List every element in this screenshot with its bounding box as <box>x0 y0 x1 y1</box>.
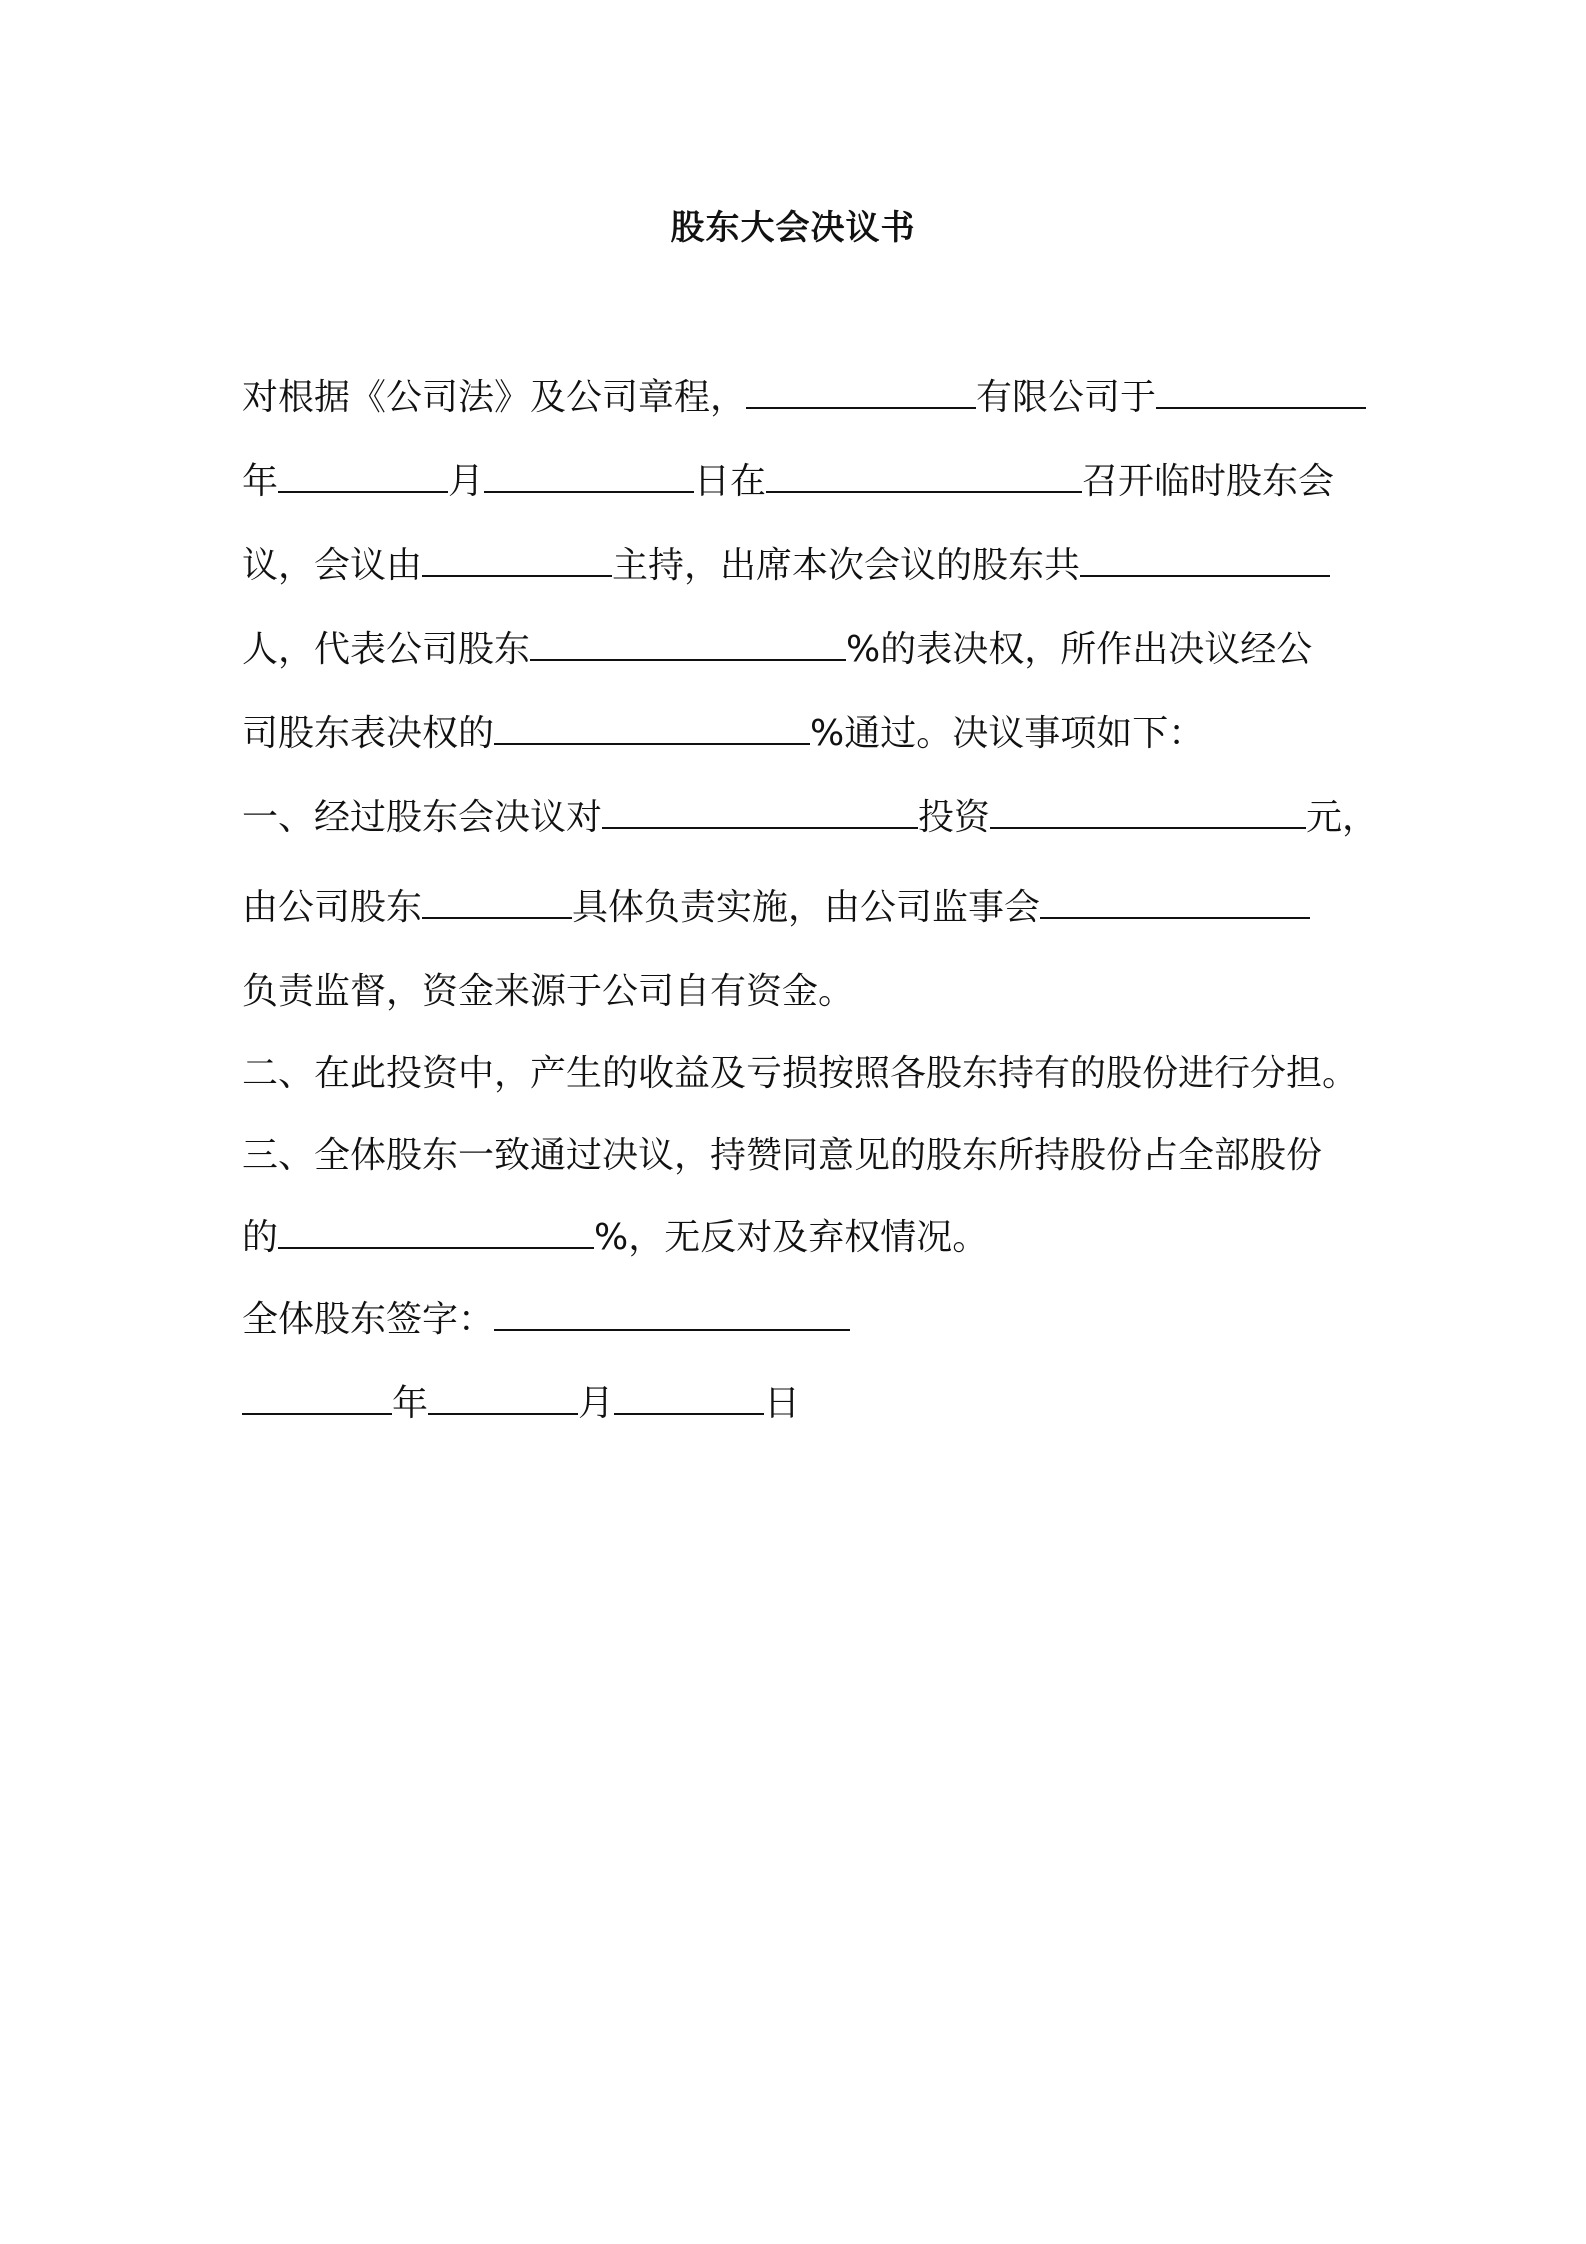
sign-day-blank[interactable] <box>614 1381 764 1415</box>
paragraph-line-8 <box>242 964 1362 1020</box>
paragraph-line-10 <box>242 1128 1362 1184</box>
sign-month-blank[interactable] <box>428 1381 578 1415</box>
paragraph-line-6 <box>242 790 1379 846</box>
text: 议，会议由 <box>242 545 423 586</box>
text: %的表决权，所作出决议经公 <box>846 629 1313 670</box>
text: 召开临时股东会 <box>1082 461 1335 502</box>
date-line <box>242 1376 1362 1432</box>
text: %通过。决议事项如下： <box>810 713 1205 754</box>
text: 月 <box>448 461 485 502</box>
paragraph-line-1 <box>242 370 1362 426</box>
shares-percent-blank[interactable] <box>278 1215 594 1249</box>
paragraph-line-11 <box>242 1210 1362 1266</box>
text: 投资 <box>918 797 991 838</box>
text: 负责监督，资金来源于公司自有资金。 <box>242 971 855 1012</box>
investment-amount-blank[interactable] <box>990 795 1306 829</box>
text: 月 <box>578 1383 615 1424</box>
paragraph-line-9 <box>242 1046 1362 1102</box>
company-name-blank[interactable] <box>746 375 976 409</box>
signature-label: 全体股东签字： <box>242 1299 495 1340</box>
shareholder-count-blank[interactable] <box>1080 543 1330 577</box>
signature-blank[interactable] <box>494 1297 850 1331</box>
paragraph-line-2 <box>242 454 1362 510</box>
text: 年 <box>242 461 279 502</box>
paragraph-line-3 <box>242 538 1362 594</box>
responsible-shareholder-blank[interactable] <box>422 885 572 919</box>
text: 一、经过股东会决议对 <box>242 797 603 838</box>
text: 日 <box>764 1383 801 1424</box>
year-blank[interactable] <box>1156 375 1366 409</box>
text: 主持，出席本次会议的股东共 <box>612 545 1081 586</box>
investment-target-blank[interactable] <box>602 795 918 829</box>
signature-line <box>242 1292 1362 1348</box>
voting-percent-blank[interactable] <box>530 627 846 661</box>
text: 人，代表公司股东 <box>242 629 531 670</box>
supervisor-blank[interactable] <box>1040 885 1310 919</box>
location-blank[interactable] <box>766 459 1082 493</box>
text: 年 <box>392 1383 429 1424</box>
paragraph-line-7 <box>242 880 1362 936</box>
host-blank[interactable] <box>422 543 612 577</box>
text: %，无反对及弃权情况。 <box>594 1217 989 1258</box>
text: 有限公司于 <box>976 377 1157 418</box>
day-blank[interactable] <box>484 459 694 493</box>
month-blank[interactable] <box>278 459 448 493</box>
text: 的 <box>242 1217 279 1258</box>
text: 元， <box>1306 797 1379 838</box>
text: 由公司股东 <box>242 887 423 928</box>
sign-year-blank[interactable] <box>242 1381 392 1415</box>
paragraph-line-5 <box>242 706 1362 762</box>
approval-percent-blank[interactable] <box>494 711 810 745</box>
text: 对根据《公司法》及公司章程， <box>242 377 747 418</box>
text: 具体负责实施，由公司监事会 <box>572 887 1041 928</box>
text: 三、全体股东一致通过决议，持赞同意见的股东所持股份占全部股份 <box>242 1135 1323 1176</box>
text: 二、在此投资中，产生的收益及亏损按照各股东持有的股份进行分担。 <box>242 1053 1359 1094</box>
document-title: 股东大会决议书 <box>670 208 916 248</box>
paragraph-line-4 <box>242 622 1362 678</box>
text: 司股东表决权的 <box>242 713 495 754</box>
text: 日在 <box>694 461 767 502</box>
